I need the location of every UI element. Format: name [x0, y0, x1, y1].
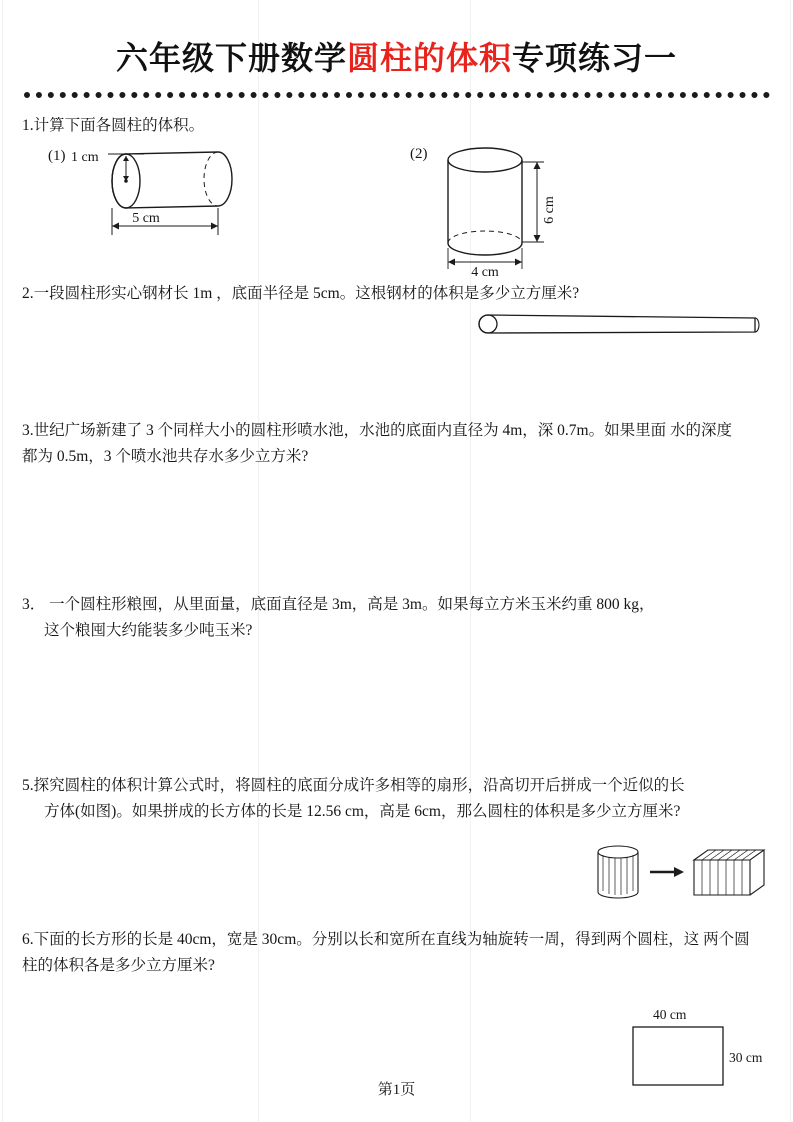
figure-label-1: (1): [48, 148, 66, 164]
figure-q1-1: [48, 138, 308, 248]
figure-q2-steel-bar: [470, 305, 770, 345]
question-2-text: 2.一段圆柱形实心钢材长 1m ，底面半径是 5cm。这根钢材的体积是多少立方厘米?: [22, 285, 580, 302]
scan-line: [790, 0, 791, 1122]
figure-dim-radius: 1 cm: [71, 150, 99, 165]
scan-line: [2, 0, 3, 1122]
question-4-line-1: 3． 一个圆柱形粮囤，从里面量，底面直径是 3m，高是 3m。如果每立方米玉米约重 800 kg，: [22, 596, 655, 613]
question-5-line-1: 5.探究圆柱的体积计算公式时，将圆柱的底面分成许多相等的扇形，沿高切开后拼成一个近似的长: [22, 777, 685, 794]
question-6-line-1: 6.下面的长方形的长是 40cm，宽是 30cm。分别以长和宽所在直线为轴旋转一周，得到两个圆柱，这: [22, 931, 700, 948]
question-3-line-1: 3.世纪广场新建了 3 个同样大小的圆柱形喷水池，水池的底面内直径为 4m，深 0.7m。如果里面: [22, 422, 667, 439]
question-6-line-2: 两个圆柱的体积各是多少立方厘米?: [22, 931, 750, 974]
question-4-line-2: 这个粮囤大约能装多少吨玉米?: [44, 622, 253, 639]
figure-dim-rect-length: 40 cm: [653, 1007, 687, 1022]
figure-dim-diameter: 4 cm: [471, 265, 499, 280]
question-5-line-2: 方体(如图)。如果拼成的长方体的长是 12.56 cm，高是 6cm，那么圆柱的体积是多少立方厘米?: [44, 803, 681, 820]
figure-dim-height: 6 cm: [542, 196, 557, 224]
question-1-text: 1.计算下面各圆柱的体积。: [22, 117, 205, 134]
figure-q5-cylinder-to-cuboid: [590, 840, 770, 910]
figure-dim-length: 5 cm: [132, 211, 160, 226]
figure-label-2: (2): [410, 146, 428, 162]
figure-dim-rect-width: 30 cm: [729, 1050, 763, 1065]
question-3-line-2: 水的深度都为 0.5m，3 个喷水池共存水多少立方米?: [22, 422, 733, 465]
title-highlight: 圆柱的体积: [346, 39, 512, 77]
question-3-text: [22, 418, 742, 470]
question-4-text: [22, 592, 742, 644]
figure-q6-rectangle: [625, 1005, 775, 1085]
divider: [24, 92, 770, 104]
question-5-text: [22, 773, 762, 825]
page-footer: 第1页: [377, 1082, 416, 1098]
title-prefix: 六年级下册数学: [115, 39, 347, 77]
figure-q1-2: [410, 138, 590, 278]
page-title: [0, 33, 793, 79]
title-suffix: 专项练习一: [512, 39, 678, 77]
question-6-text: [22, 927, 762, 979]
